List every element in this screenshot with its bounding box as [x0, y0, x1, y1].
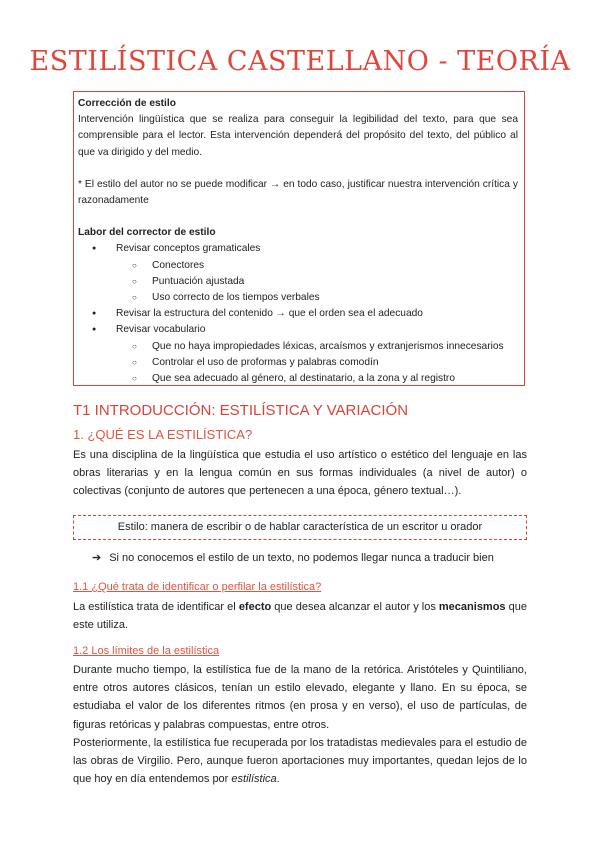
page-title: ESTILÍSTICA CASTELLANO - TEORÍA: [29, 46, 571, 77]
paragraph-1-2: Durante mucho tiempo, la estilística fue de la mano de la retórica. Aristóteles y Quintiliano, entre otros autores clásicos, tenían un estilo elevado, elegante y llano. En su época, se estudiaba el valor de los diferentes ritmos (en prosa y en verso), el uso de partículas, de figuras retóricas y palabras compuestas, entre otros.: [73, 664, 527, 731]
text: Posteriormente, la estilística fue recuperada por los tratadistas medievales para el estudio de las obras de Virgilio. Pero, aunque fueron aportaciones muy importantes, quedan lejos de lo que hoy en día entendemos por: [73, 737, 527, 786]
box-heading-correccion: Corrección de estilo: [78, 98, 176, 109]
italic-term: estilística: [231, 773, 277, 786]
text: que desea alcanzar el autor y los: [271, 601, 439, 613]
list-item: ● Revisar vocabulario: [78, 322, 518, 338]
subsection-1-1-title: 1.1 ¿Qué trata de identificar o perfilar la estilística?: [73, 581, 322, 593]
bold-term-mecanismos: mecanismos: [438, 601, 506, 613]
labor-list: [78, 241, 518, 387]
box-heading-labor: Labor del corrector de estilo: [78, 227, 216, 239]
list-item: ● Revisar la estructura del contenido → que el orden sea el adecuado: [78, 306, 518, 322]
section-title: T1 INTRODUCCIÓN: ESTILÍSTICA Y VARIACIÓN: [73, 402, 409, 419]
list-item: ○ Controlar el uso de proformas y palabras comodín: [78, 355, 518, 371]
arrow-icon: ➔: [92, 552, 102, 564]
definition-paragraph: Es una disciplina de la lingüística que estudia el uso artístico o estético del lenguaje en las obras literarias y en la lengua común en sus formas individuales (a nivel de autor) o colectivas (conjunto de autores que pertenecen a una época, género textual…).: [73, 449, 527, 498]
list-item: ○ Uso correcto de los tiempos verbales: [78, 290, 518, 306]
text: .: [276, 773, 280, 786]
list-item: ○ Conectores: [78, 258, 518, 274]
subsection-title: 1. ¿QUÉ ES LA ESTILÍSTICA?: [73, 427, 253, 442]
list-item: ○ Que sea adecuado al género, al destinatario, a la zona y al registro: [78, 371, 518, 387]
text: La estilística trata de identificar el: [73, 601, 239, 613]
paragraph-1-3: [73, 734, 527, 789]
list-item: ○ Puntuación ajustada: [78, 274, 518, 290]
arrow-note: [92, 549, 494, 567]
text: que este utiliza.: [73, 601, 527, 632]
estilo-definition-box: Estilo: manera de escribir o de hablar característica de un escritor u orador: [73, 515, 527, 540]
subsection-1-2-title: 1.2 Los límites de la estilística: [73, 645, 220, 657]
bold-term-efecto: efecto: [238, 601, 272, 613]
arrow-note-text: Si no conocemos el estilo de un texto, no podemos llegar nunca a traducir bien: [109, 552, 494, 564]
box-note: * El estilo del autor no se puede modificar → en todo caso, justificar nuestra intervención crítica y razonadamente: [78, 178, 518, 207]
style-correction-box: [73, 91, 525, 386]
paragraph-1-1: [73, 598, 527, 634]
list-item: ○ Que no haya impropiedades léxicas, arcaísmos y extranjerismos innecesarios: [78, 339, 518, 355]
list-item: ● Revisar conceptos gramaticales: [78, 241, 518, 257]
box-definition: Intervención lingüística que se realiza para conseguir la legibilidad del texto, para que sea comprensible para el lector. Esta intervención dependerá del propósito del texto, del público al que va dirigido y del medio.: [78, 114, 518, 158]
